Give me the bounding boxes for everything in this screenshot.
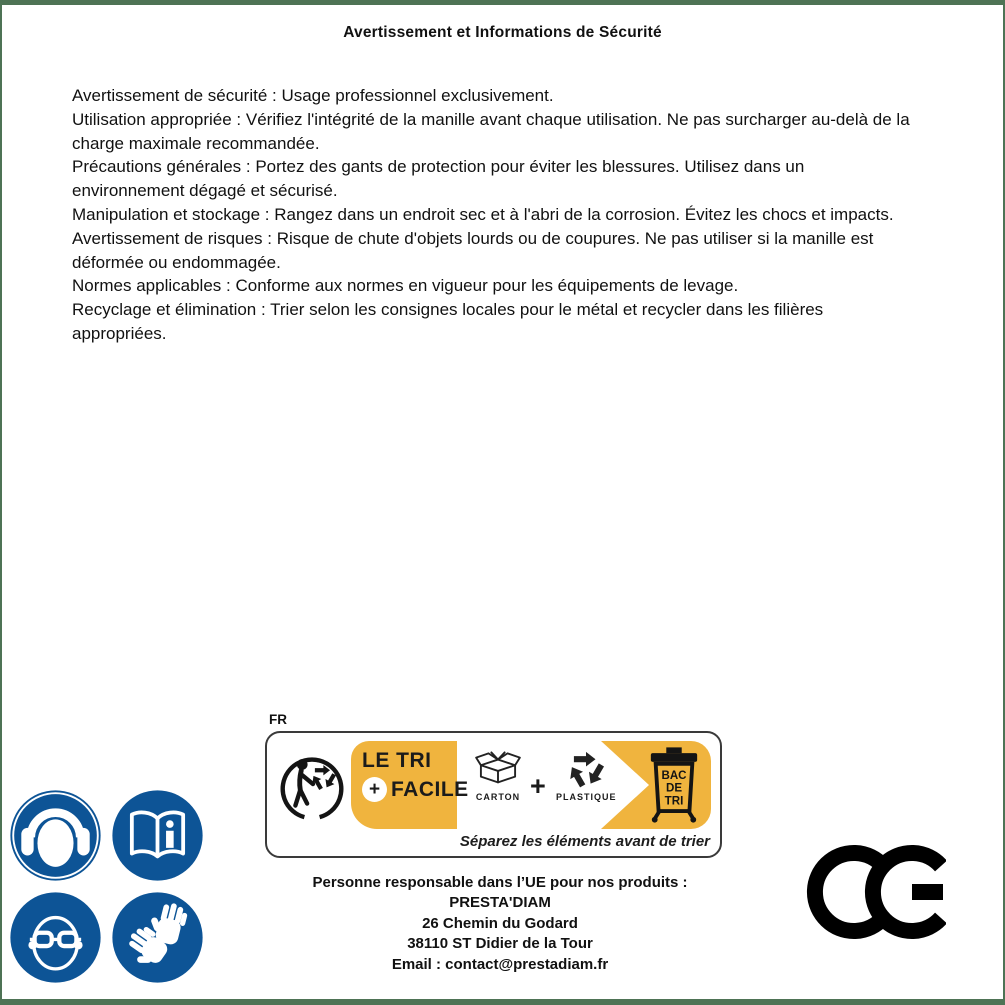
responsible-person-block: [250, 873, 750, 975]
safety-paragraph: Recyclage et élimination : Trier selon les consignes locales pour le métal et recycler dans les filières appropriées.: [72, 300, 824, 343]
safety-paragraph: Avertissement de sécurité : Usage professionnel exclusivement.: [72, 86, 554, 105]
responsible-line: Personne responsable dans l’UE pour nos produits :: [312, 874, 688, 891]
safety-paragraph: Avertissement de risques : Risque de chute d'objets lourds ou de coupures. Ne pas utiliser si la manille est déformée ou endommagée.: [72, 228, 874, 272]
sorting-footer-note: Séparez les éléments avant de trier: [459, 833, 710, 850]
read-manual-icon: [110, 788, 205, 883]
eye-protection-icon: [8, 890, 103, 985]
material-carton: CARTON: [468, 751, 528, 802]
cardboard-box-icon: [475, 751, 521, 789]
email-line: Email : contact@prestadiam.fr: [391, 955, 609, 973]
page-title: Avertissement et Informations de Sécurité: [343, 24, 662, 41]
safety-text-block: [72, 84, 917, 346]
company-name: PRESTA'DIAM: [449, 894, 551, 912]
safety-paragraph: Manipulation et stockage : Rangez dans un endroit sec et à l'abri de la corrosion. Évitez les chocs et impacts.: [72, 204, 894, 224]
svg-text:BAC: BAC: [661, 770, 687, 783]
safety-paragraph: Précautions générales : Portez des gants de protection pour éviter les blessures. Utilisez dans un environnement dégagé et sécurisé.: [72, 157, 805, 201]
sorting-band: [351, 741, 711, 829]
material-plastique: PLASTIQUE: [556, 751, 616, 802]
protective-gloves-icon: [110, 890, 205, 985]
sorting-bin-icon: [647, 747, 701, 823]
safety-paragraph: Utilisation appropriée : Vérifiez l'intégrité de la manille avant chaque utilisation. Ne pas surcharger au-delà de la charge maximale recommandée.: [72, 109, 910, 153]
triman-icon: [279, 743, 345, 827]
svg-text:TRI: TRI: [664, 795, 684, 808]
plus-separator: +: [530, 771, 546, 801]
mandatory-pictograms: [8, 788, 205, 985]
sorting-headline: LE TRI + FACILE: [362, 749, 469, 801]
address-line: 26 Chemin du Godard: [422, 914, 578, 932]
page-border-top: [0, 0, 1005, 5]
ce-mark-icon: [806, 843, 946, 941]
svg-text:DE: DE: [665, 782, 683, 795]
safety-paragraph: Normes applicables : Conforme aux normes en vigueur pour les équipements de levage.: [72, 276, 739, 296]
country-code: FR: [269, 712, 287, 727]
page-border-left: [0, 0, 2, 1005]
ear-protection-icon: [8, 788, 103, 883]
sorting-instructions-label: [265, 731, 722, 858]
page-border-bottom: [0, 999, 1005, 1005]
address-line: 38110 ST Didier de la Tour: [407, 935, 593, 953]
plus-icon: +: [362, 777, 387, 802]
recycling-symbol-icon: [566, 751, 606, 789]
